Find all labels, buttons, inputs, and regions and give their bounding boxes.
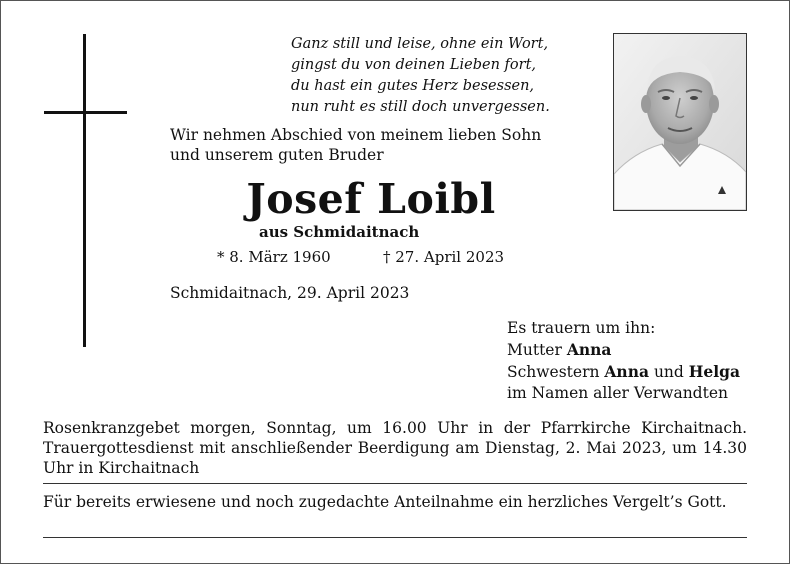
- intro-line: und unserem guten Bruder: [170, 146, 384, 164]
- farewell-intro: [170, 125, 541, 165]
- intro-line: Wir nehmen Abschied von meinem lieben Sohn: [170, 126, 542, 144]
- memorial-poem: [291, 34, 550, 118]
- mourner-conjunction: und: [649, 363, 689, 381]
- mourner-name: Anna: [566, 340, 612, 359]
- deceased-name-text: Josef Loibl: [246, 175, 496, 223]
- mourner-name: Helga: [688, 362, 741, 381]
- place-and-date: Schmidaitnach, 29. April 2023: [170, 284, 410, 302]
- poem-line: nun ruht es still doch unvergessen.: [291, 99, 550, 115]
- deceased-name: [1, 174, 741, 224]
- mourner-name: Anna: [604, 362, 650, 381]
- poem-line: du hast ein gutes Herz besessen,: [291, 78, 535, 94]
- divider: [43, 537, 747, 538]
- poem-line: Ganz still und leise, ohne ein Wort,: [291, 36, 549, 52]
- mourner-relation: Mutter: [507, 341, 567, 359]
- poem-line: gingst du von deinen Lieben fort,: [291, 57, 537, 73]
- mourners-list: [507, 318, 740, 404]
- mourners-heading: Es trauern um ihn:: [507, 319, 656, 337]
- thanks-note: Für bereits erwiesene und noch zugedachte Anteilnahme ein herzliches Vergelt’s Gott.: [43, 493, 727, 511]
- birth-date: * 8. März 1960: [217, 248, 331, 266]
- cross-icon-horizontal: [44, 111, 127, 114]
- mourner-relation: Schwestern: [507, 363, 605, 381]
- mourner-mother: [507, 339, 740, 361]
- divider: [43, 483, 747, 484]
- service-details: Rosenkranzgebet morgen, Sonntag, um 16.00 Uhr in der Pfarrkirche Kirchaitnach. Trauergottesdienst mit anschließender Beerdigung am Dienstag, 2. Mai 2023, um 14.30 Uhr in Kirchaitnach: [43, 419, 747, 477]
- mourner-relatives: im Namen aller Verwandten: [507, 384, 728, 402]
- death-date: † 27. April 2023: [383, 248, 505, 266]
- mourner-sisters: [507, 361, 740, 383]
- deceased-origin: aus Schmidaitnach: [259, 223, 420, 241]
